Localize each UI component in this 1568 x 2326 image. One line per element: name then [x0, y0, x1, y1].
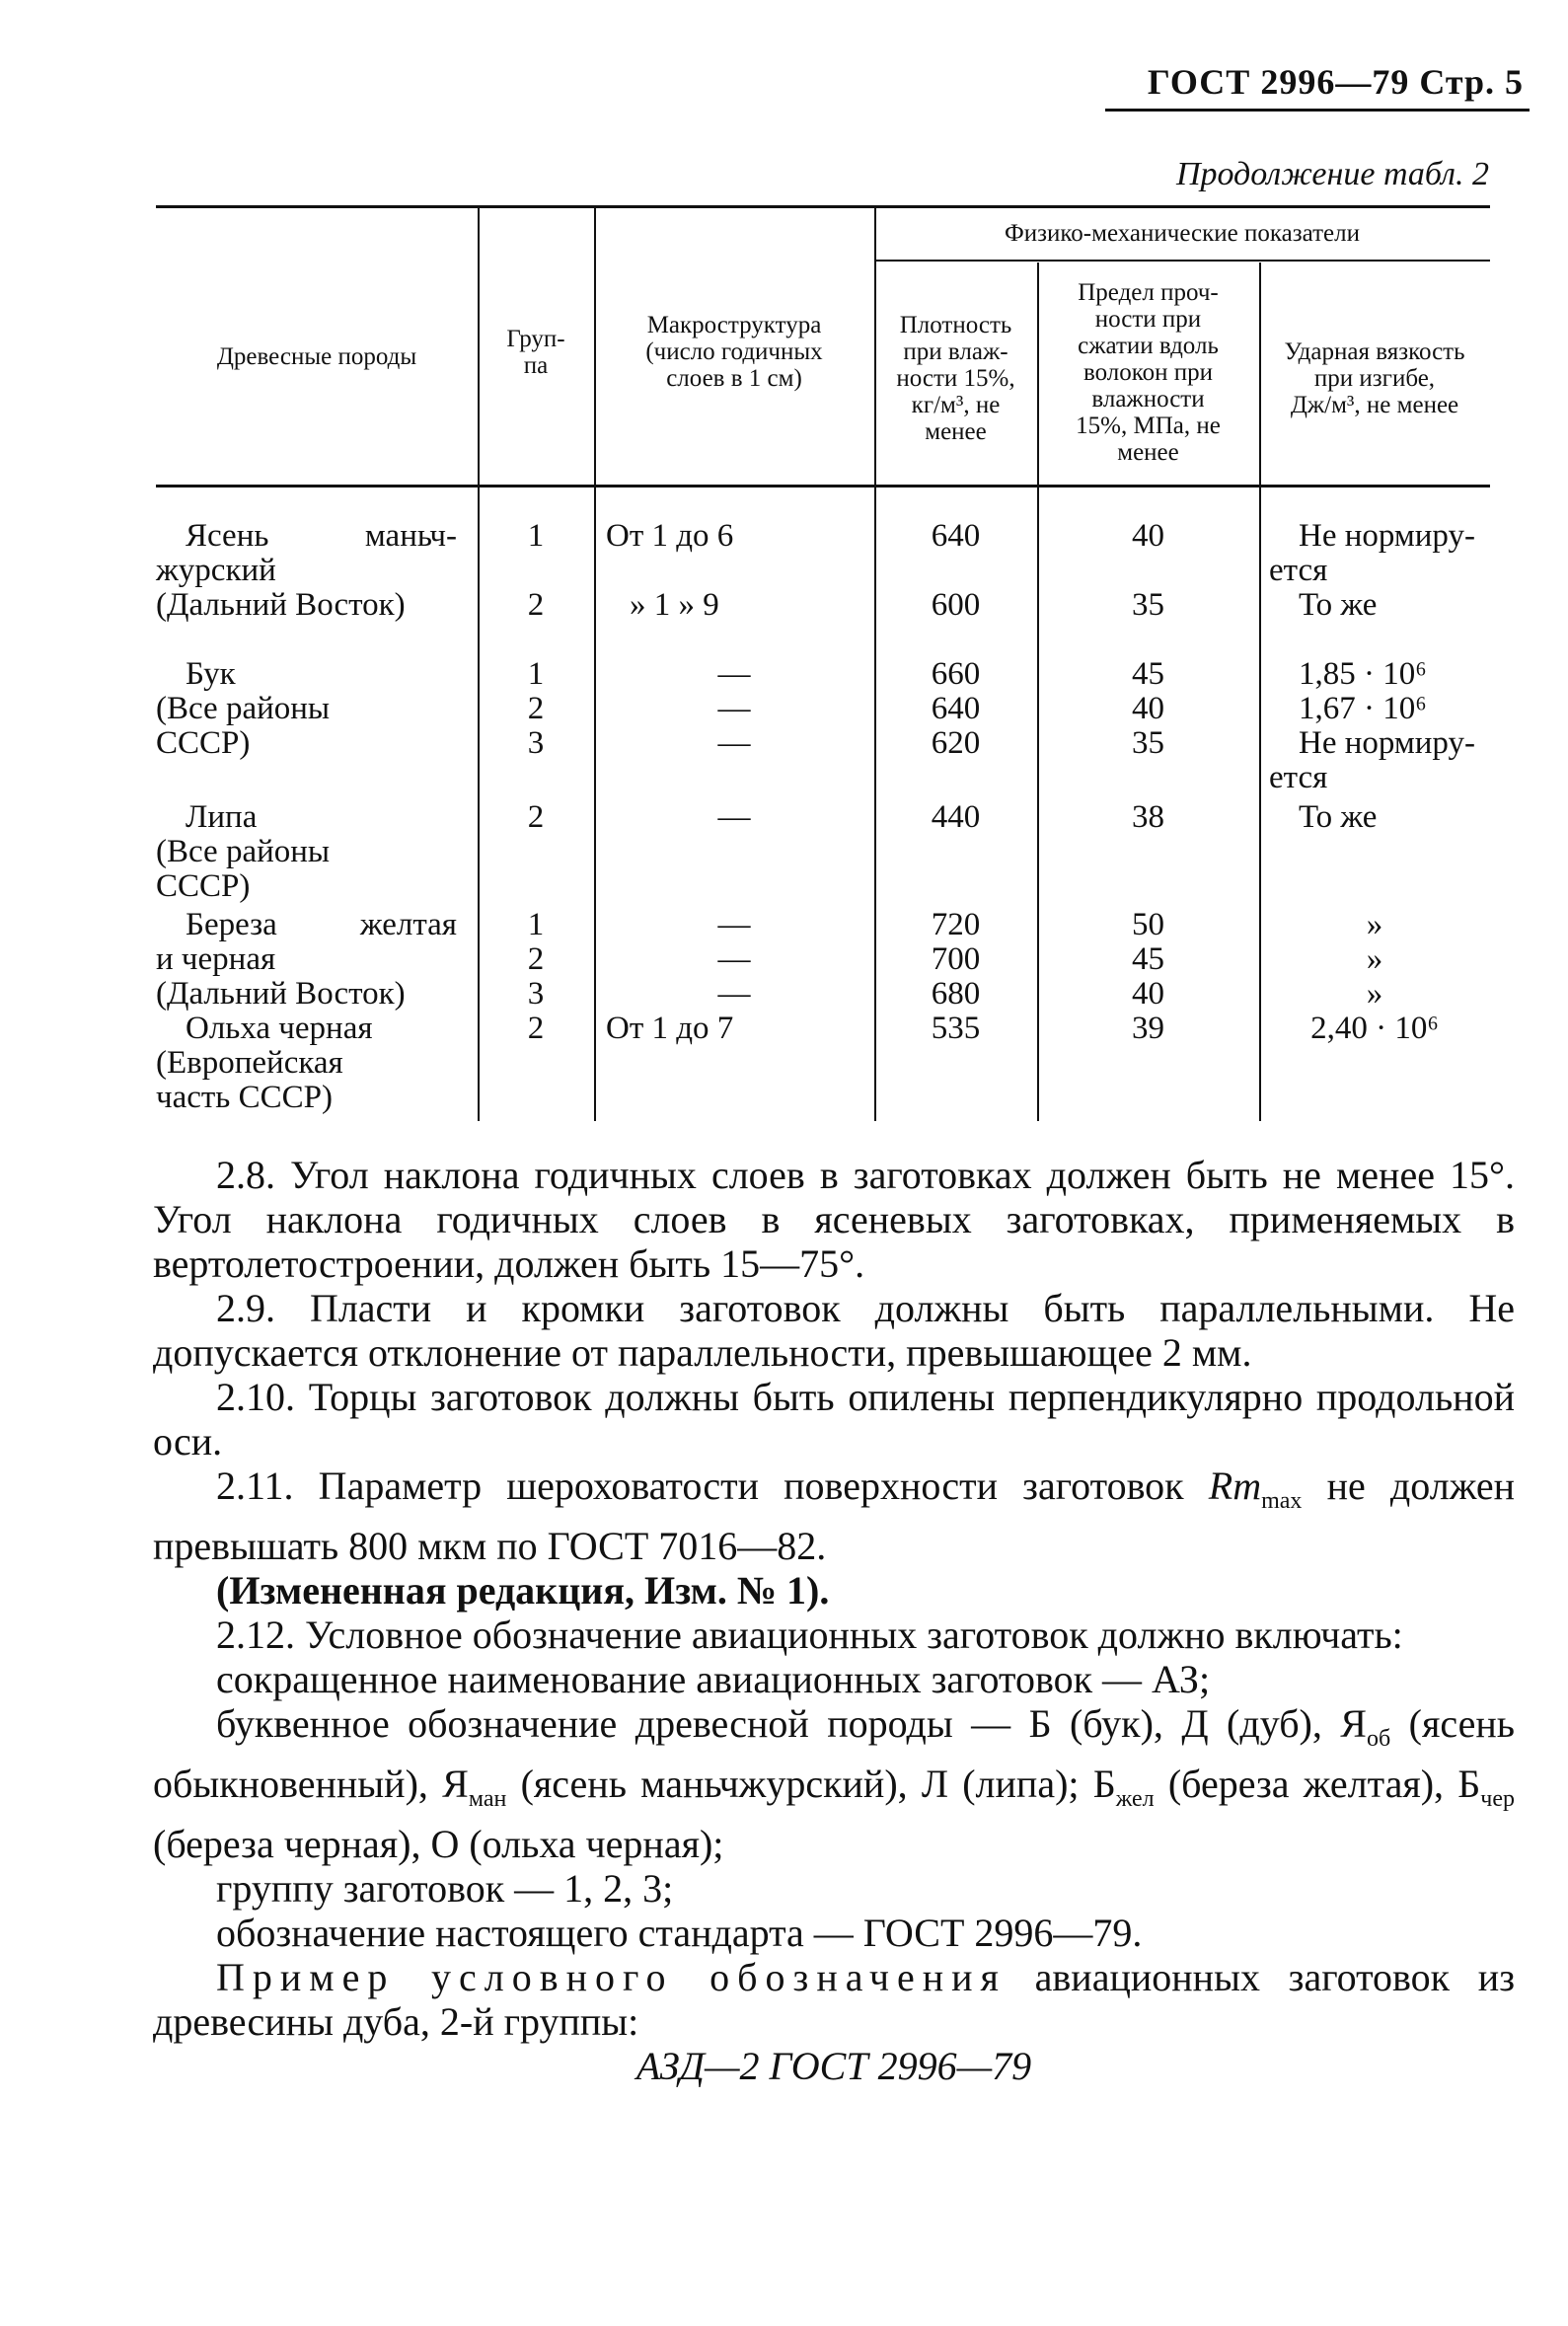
value-line: 2 [527, 799, 545, 835]
header-line: Ударная вязкость [1284, 338, 1465, 365]
value-line: 2 [527, 1011, 545, 1046]
header-line: ности 15%, [896, 365, 1015, 392]
density-cell [874, 800, 1037, 835]
species-line: Береза желтая [186, 907, 457, 942]
value-line: 35 [1132, 725, 1164, 761]
header-species: Древесные породы [216, 343, 417, 370]
list-item: обозначение настоящего стандарта — ГОСТ 2996—79. [216, 1911, 1143, 1955]
group-cell [478, 800, 594, 835]
value-line: 1,67 · 10⁶ [1299, 691, 1427, 726]
paragraph-text: (береза желтая), Б [1154, 1762, 1481, 1806]
paragraph-text: (береза черная), О (ольха черная); [153, 1822, 724, 1866]
value-line: 1,85 · 10⁶ [1299, 656, 1427, 692]
value-line [606, 554, 874, 588]
header-line: сжатии вдоль [1078, 333, 1219, 359]
species-table [156, 205, 1490, 1121]
macro-cell [594, 908, 874, 1012]
value-line: 680 [931, 976, 981, 1012]
subscript: ман [468, 1786, 507, 1812]
amendment-note: (Измененная редакция, Изм. № 1). [216, 1568, 830, 1613]
header-line: кг/м³, не [911, 392, 1001, 418]
value-line: 440 [931, 799, 981, 835]
value-line: 2 [527, 691, 545, 726]
value-line: 720 [931, 907, 981, 942]
impact-cell [1269, 800, 1490, 835]
species-line: (Все районы [156, 691, 331, 726]
value-line: — [717, 976, 751, 1012]
table-top-rule [156, 205, 1490, 208]
paragraph-text: буквенное обозначение древесной породы — Б (бук), Д (дуб), Я [216, 1701, 1367, 1746]
header-line: 15%, МПа, не [1076, 413, 1221, 439]
value-line: То же [1299, 799, 1378, 835]
species-line: Ясень маньч- [186, 518, 457, 554]
species-cell [156, 800, 457, 904]
density-cell [874, 657, 1037, 761]
header-line: менее [1117, 439, 1179, 466]
value-line: 3 [527, 976, 545, 1012]
group-cell [478, 908, 594, 1012]
example-formula: АЗД—2 ГОСТ 2996—79 [635, 2044, 1032, 2088]
subscript: об [1366, 1726, 1391, 1752]
species-line: часть СССР) [156, 1080, 333, 1115]
header-physmech: Физико-механические показатели [1005, 220, 1360, 247]
header-group [478, 326, 594, 379]
roughness-subscript: max [1261, 1488, 1303, 1514]
value-line: 620 [931, 725, 981, 761]
species-line: (Дальний Восток) [156, 587, 406, 623]
list-item [153, 1701, 1515, 1866]
value-line [1037, 554, 1259, 588]
subscript: чер [1480, 1786, 1515, 1812]
list-item: группу заготовок — 1, 2, 3; [216, 1866, 674, 1911]
roughness-symbol: Rm [1208, 1463, 1262, 1508]
paragraph-text: не должен превышать 800 мкм по ГОСТ 7016—82. [153, 1463, 1515, 1568]
species-line: и черная [156, 941, 276, 977]
value-line: 3 [527, 725, 545, 761]
list-item: сокращенное наименование авиационных заготовок — АЗ; [216, 1657, 1211, 1701]
value-line: 640 [931, 691, 981, 726]
value-line: — [717, 941, 751, 977]
value-line: » [1366, 907, 1383, 942]
header-line: Плотность [899, 312, 1012, 338]
value-line: 1 [527, 656, 545, 692]
value-line: 2 [527, 587, 545, 623]
page-header: ГОСТ 2996—79 Стр. 5 [1147, 62, 1524, 102]
value-line: 40 [1132, 691, 1164, 726]
paragraph-text: авиационных заготовок из древесины дуба, 2-й группы: [153, 1955, 1515, 2044]
species-line: Липа [186, 799, 258, 835]
value-line: 700 [931, 941, 981, 977]
value-line: Не нормиру- [1299, 725, 1475, 761]
impact-cell [1259, 908, 1490, 1012]
example-label: Пример условного обозначения [216, 1955, 1007, 1999]
value-line: — [717, 656, 751, 692]
value-line: 535 [931, 1011, 981, 1046]
header-line: менее [925, 418, 987, 445]
header-line: па [523, 352, 549, 379]
table-continuation-label: Продолжение табл. 2 [1175, 156, 1489, 192]
density-cell [874, 519, 1037, 623]
paragraph-2-12: 2.12. Условное обозначение авиационных заготовок должно включать: [216, 1613, 1403, 1657]
species-cell [156, 908, 457, 1012]
strength-cell [1037, 519, 1259, 623]
value-line: 40 [1132, 518, 1164, 554]
impact-cell [1269, 519, 1490, 623]
species-cell [156, 657, 457, 761]
value-line: 1 [527, 518, 545, 554]
example-paragraph [153, 1955, 1515, 2044]
species-line: Бук [186, 656, 236, 692]
value-line: От 1 до 6 [606, 518, 734, 554]
species-line: Ольха черная [186, 1011, 373, 1046]
value-line: 50 [1132, 907, 1164, 942]
paragraph-2-10: 2.10. Торцы заготовок должны быть опилены перпендикулярно продольной оси. [153, 1375, 1515, 1463]
macro-cell [594, 800, 874, 835]
value-line: 640 [931, 518, 981, 554]
value-line: ется [1269, 553, 1328, 588]
macro-cell [606, 519, 874, 623]
impact-cell [1269, 657, 1490, 795]
value-line: 39 [1132, 1011, 1164, 1046]
group-cell [478, 1012, 594, 1046]
value-line: — [717, 725, 751, 761]
value-line: ется [1269, 760, 1328, 795]
header-impact [1259, 338, 1490, 418]
impact-cell [1259, 1012, 1490, 1046]
value-line: » 1 » 9 [630, 587, 719, 623]
paragraph-text: (ясень маньчжурский), Л (липа); Б [506, 1762, 1116, 1806]
macro-cell [606, 1012, 874, 1046]
header-density [874, 312, 1037, 445]
value-line: Не нормиру- [1299, 518, 1475, 554]
species-line: СССР) [156, 868, 251, 904]
group-cell [478, 519, 594, 623]
value-line: 2 [527, 941, 545, 977]
macro-cell [594, 657, 874, 761]
header-line: ности при [1094, 306, 1202, 333]
value-line: » [1366, 941, 1383, 977]
species-line: (Европейская [156, 1045, 343, 1081]
value-line: 660 [931, 656, 981, 692]
paragraph-2-9: 2.9. Пласти и кромки заготовок должны быть параллельными. Не допускается отклонение от параллельности, превышающее 2 мм. [153, 1286, 1515, 1375]
header-line: Груп- [506, 326, 565, 352]
species-line: журский [156, 553, 276, 588]
subheader-rule [874, 260, 1490, 262]
body-text [153, 1153, 1515, 2088]
paragraph-2-8: 2.8. Угол наклона годичных слоев в заготовках должен быть не менее 15°. Угол наклона годичных слоев в ясеневых заготовках, применяемых в вертолетостроении, должен быть 15—75°. [153, 1153, 1515, 1286]
species-cell [156, 1012, 457, 1115]
header-line: слоев в 1 см) [666, 365, 802, 392]
value-line: — [717, 907, 751, 942]
value-line: 38 [1132, 799, 1164, 835]
value-line: 45 [1132, 656, 1164, 692]
value-line: 1 [527, 907, 545, 942]
value-line: — [717, 799, 751, 835]
header-line: при изгибе, [1313, 365, 1436, 392]
value-line: » [1366, 976, 1383, 1012]
value-line: 40 [1132, 976, 1164, 1012]
header-line: при влаж- [903, 338, 1008, 365]
value-line: От 1 до 7 [606, 1011, 734, 1046]
value-line: 35 [1132, 587, 1164, 623]
header-underline [1105, 109, 1530, 112]
species-line: (Все районы [156, 834, 331, 869]
value-line: 45 [1132, 941, 1164, 977]
strength-cell [1037, 1012, 1259, 1046]
species-line: СССР) [156, 725, 251, 761]
header-line: Макроструктура [646, 312, 822, 338]
header-strength [1037, 279, 1259, 466]
value-line: То же [1299, 587, 1378, 623]
header-line: Дж/м³, не менее [1290, 392, 1459, 418]
header-bottom-rule [156, 485, 1490, 488]
paragraph-text: 2.11. Параметр шероховатости поверхности заготовок [216, 1463, 1209, 1508]
density-cell [874, 1012, 1037, 1046]
value-line [478, 554, 594, 588]
header-line: (число годичных [645, 338, 823, 365]
paragraph-text: (ясень обыкновенный), Я [153, 1701, 1515, 1806]
species-line: (Дальний Восток) [156, 976, 406, 1012]
strength-cell [1037, 908, 1259, 1012]
density-cell [874, 908, 1037, 1012]
value-line: 2,40 · 10⁶ [1310, 1011, 1439, 1046]
value-line [874, 554, 1037, 588]
header-line: влажности [1091, 386, 1205, 413]
subscript: жел [1115, 1786, 1155, 1812]
header-line: волокон при [1083, 359, 1214, 386]
paragraph-2-11 [153, 1463, 1515, 1568]
header-line: Предел проч- [1078, 279, 1219, 306]
group-cell [478, 657, 594, 761]
strength-cell [1037, 657, 1259, 761]
strength-cell [1037, 800, 1259, 835]
species-cell [156, 519, 457, 623]
header-macrostructure [594, 312, 874, 392]
value-line: 600 [931, 587, 981, 623]
value-line: — [717, 691, 751, 726]
